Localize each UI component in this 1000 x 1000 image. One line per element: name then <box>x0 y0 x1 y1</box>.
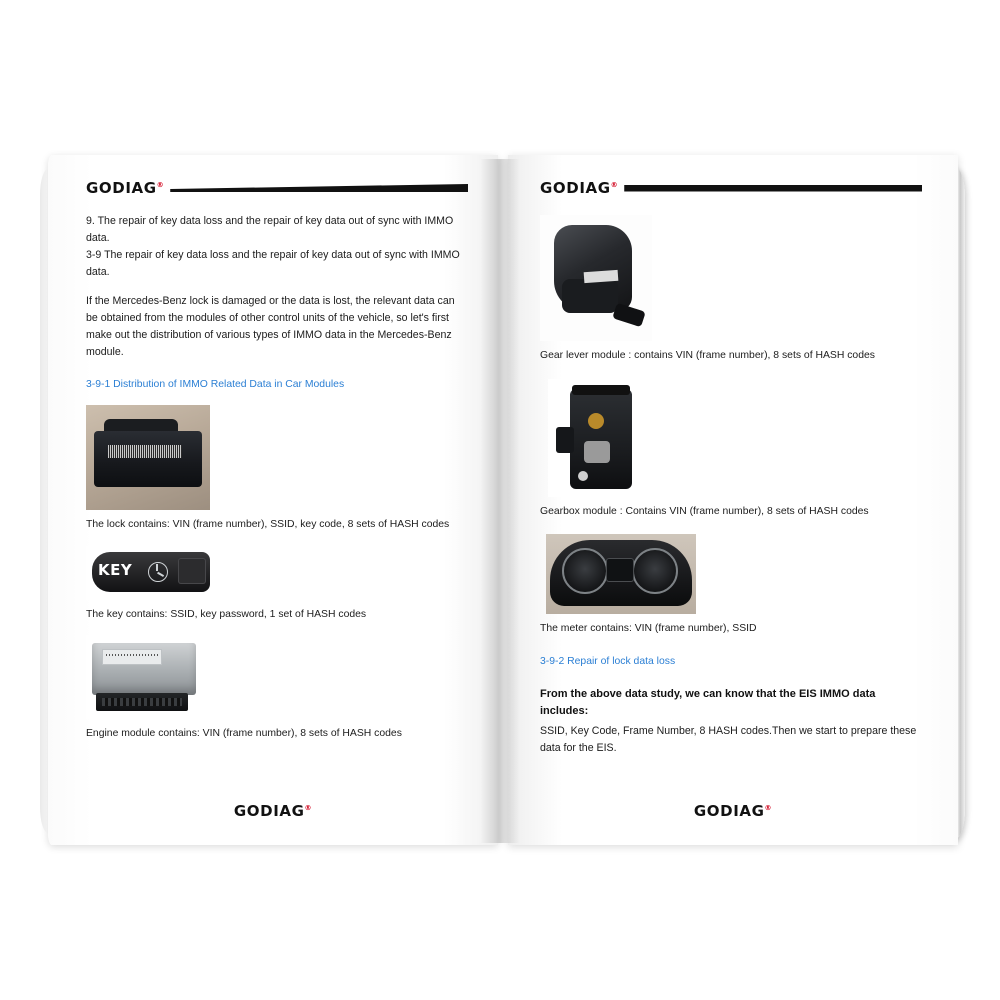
right-page-body-text: SSID, Key Code, Frame Number, 8 HASH codes.Then we start to prepare these data for the EIS. <box>540 724 917 754</box>
gear-lever-module-photo <box>540 215 652 341</box>
left-page-footer <box>48 802 498 821</box>
gearbox-module-photo <box>548 379 652 497</box>
key-fob-photo <box>86 546 216 600</box>
caption-gear-lever-module: Gear lever module : contains VIN (frame number), 8 sets of HASH codes <box>540 350 875 361</box>
figure-key-fob <box>86 546 468 624</box>
figure-engine-ecu <box>86 635 468 743</box>
engine-ecu-photo <box>86 635 204 719</box>
paragraph-item-3-9: 3-9 The repair of key data loss and the repair of key data out of sync with IMMO data. <box>86 249 460 279</box>
caption-key-fob: The key contains: SSID, key password, 1 set of HASH codes <box>86 608 367 620</box>
figure-gear-lever-module <box>540 215 922 365</box>
right-page <box>508 155 958 845</box>
left-page <box>48 155 498 845</box>
paragraph-item-9: 9. The repair of key data loss and the repair of key data out of sync with IMMO data. <box>86 215 454 245</box>
key-overlay-text: KEY <box>98 560 133 579</box>
caption-lock-module: The lock contains: VIN (frame number), SSID, key code, 8 sets of HASH codes <box>86 518 450 530</box>
section-heading-3-9-2: 3-9-2 Repair of lock data loss <box>540 655 676 667</box>
figure-lock-module <box>86 405 468 534</box>
section-heading-3-9-1: 3-9-1 Distribution of IMMO Related Data in Car Modules <box>86 379 345 391</box>
lock-module-photo <box>86 405 210 510</box>
figure-instrument-cluster <box>540 534 922 638</box>
header-rule-right <box>624 185 922 192</box>
left-page-intro <box>86 213 468 361</box>
right-page-footer <box>508 802 958 821</box>
right-page-bold-text: From the above data study, we can know that the EIS IMMO data includes: <box>540 687 876 718</box>
right-page-header <box>540 177 922 199</box>
mercedes-star-icon <box>148 562 168 582</box>
figure-gearbox-module <box>540 379 922 521</box>
caption-instrument-cluster: The meter contains: VIN (frame number), SSID <box>540 623 757 635</box>
left-page-header <box>86 177 468 199</box>
footer-logo-left: GODIAG® <box>233 802 313 820</box>
paragraph-lock-damage: If the Mercedes-Benz lock is damaged or the data is lost, the relevant data can be obtained from the modules of other control units of the vehicle, so let's first make out the distribution of various types of IMMO data in the Mercedes-Benz module. <box>86 294 455 359</box>
header-logo-left: GODIAG® <box>86 179 165 197</box>
footer-logo-right: GODIAG® <box>693 802 773 820</box>
header-rule-left <box>170 184 468 192</box>
caption-engine-ecu: Engine module contains: VIN (frame number), 8 sets of HASH codes <box>86 728 402 740</box>
caption-gearbox-module: Gearbox module : Contains VIN (frame number), 8 sets of HASH codes <box>540 505 869 517</box>
instrument-cluster-photo <box>546 534 696 614</box>
open-book <box>40 155 965 855</box>
header-logo-right: GODIAG® <box>540 179 619 197</box>
